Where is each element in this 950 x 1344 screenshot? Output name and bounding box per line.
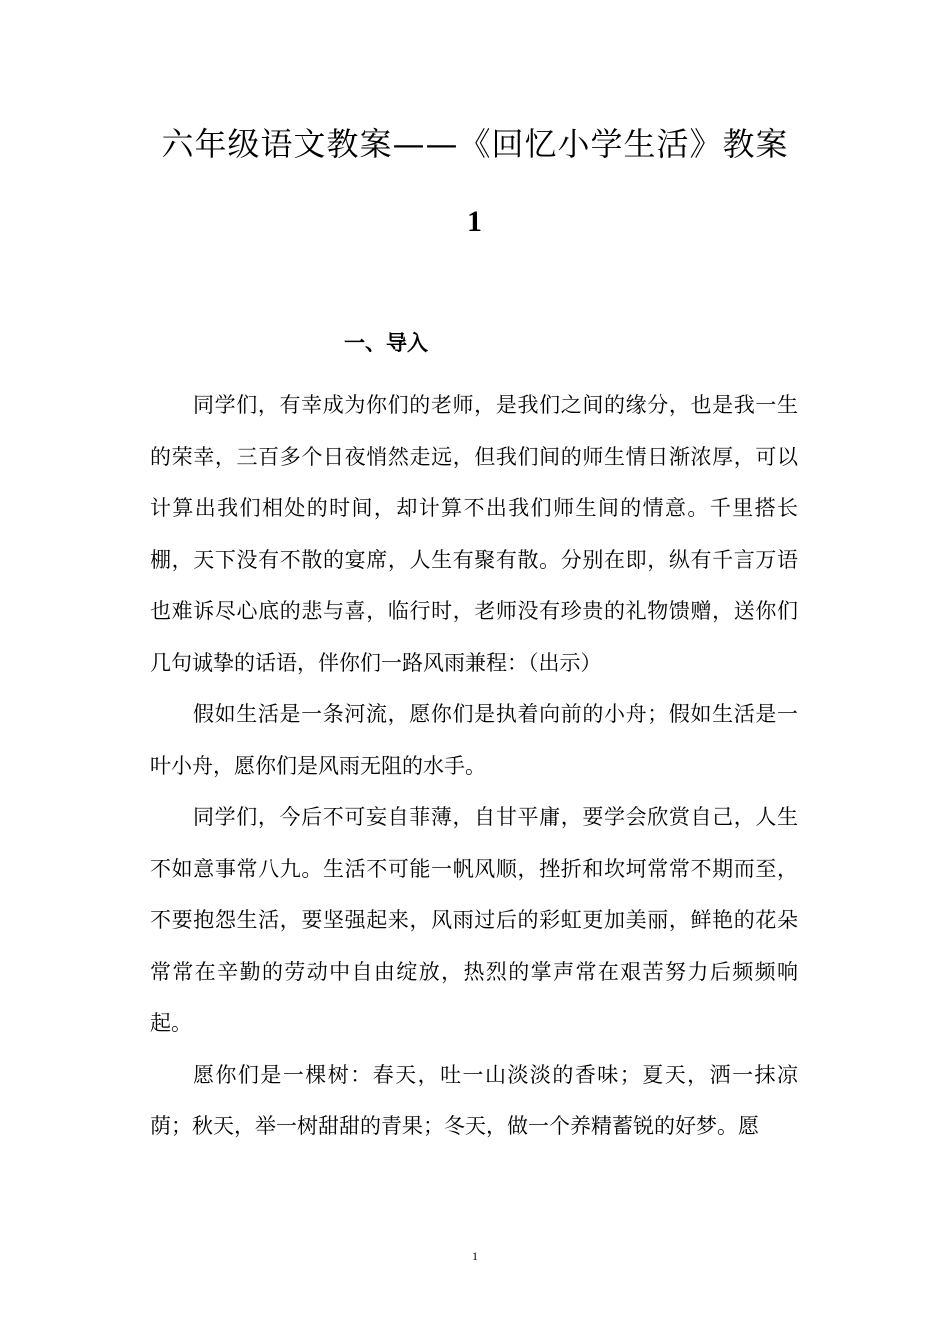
document-title-number: 1 bbox=[467, 205, 483, 238]
page-number: 1 bbox=[472, 1249, 478, 1263]
document-body bbox=[150, 380, 798, 1153]
paragraph: 假如生活是一条河流，愿你们是执着向前的小舟；假如生活是一叶小舟，愿你们是风雨无阻的水手。 bbox=[150, 702, 798, 778]
section-heading: 一、导入 bbox=[344, 331, 428, 355]
paragraph: 愿你们是一棵树：春天，吐一山淡淡的香味；夏天，洒一抹凉荫；秋天，举一树甜甜的青果；冬天，做一个养精蓄锐的好梦。愿 bbox=[150, 1062, 798, 1138]
paragraph: 同学们，有幸成为你们的老师，是我们之间的缘分，也是我一生的荣幸，三百多个日夜悄然走远，但我们间的师生情日渐浓厚，可以计算出我们相处的时间，却计算不出我们师生间的情意。千里搭长棚，天下没有不散的宴席，人生有聚有散。分别在即，纵有千言万语也难诉尽心底的悲与喜，临行时，老师没有珍贵的礼物馈赠，送你们几句诚挚的话语，伴你们一路风雨兼程：（出示） bbox=[150, 393, 798, 675]
paragraph: 同学们，今后不可妄自菲薄，自甘平庸，要学会欣赏自己，人生不如意事常八九。生活不可能一帆风顺，挫折和坎坷常常不期而至，不要抱怨生活，要坚强起来，风雨过后的彩虹更加美丽，鲜艳的花朵常常在辛勤的劳动中自由绽放，热烈的掌声常在艰苦努力后频频响起。 bbox=[150, 805, 798, 1035]
document-title: 六年级语文教案——《回忆小学生活》教案 bbox=[161, 125, 789, 163]
